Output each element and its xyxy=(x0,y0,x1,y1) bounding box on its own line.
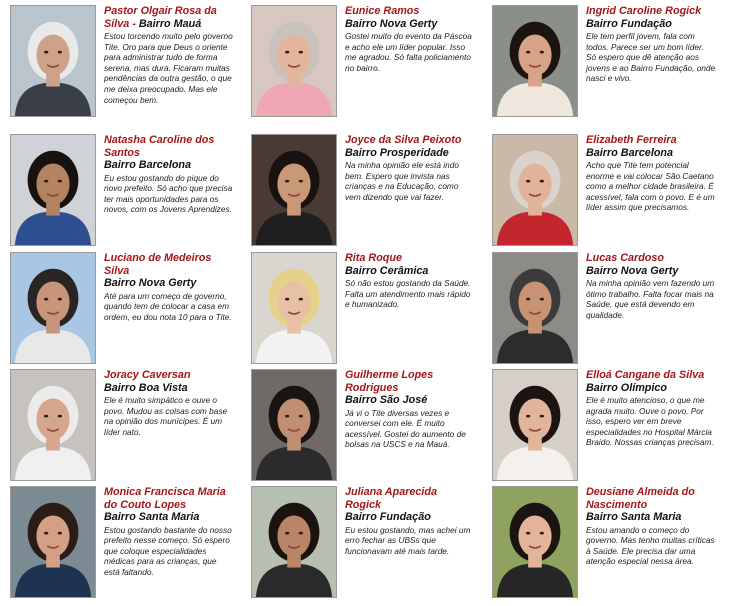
portrait-illustration xyxy=(493,370,577,480)
person-card xyxy=(0,134,240,248)
person-neighborhood: Bairro Prosperidade xyxy=(345,146,449,159)
eye-shape xyxy=(285,415,289,418)
portrait-photo xyxy=(10,369,96,481)
portrait-photo xyxy=(492,5,578,117)
person-neighborhood: Bairro Mauá xyxy=(138,17,202,30)
person-neighborhood: Bairro Nova Gerty xyxy=(104,277,197,289)
person-name: Joyce da Silva Peixoto xyxy=(345,134,462,146)
person-card xyxy=(482,134,722,248)
eye-shape xyxy=(540,180,544,183)
person-neighborhood: Bairro Nova Gerty xyxy=(345,17,438,30)
face-shape xyxy=(277,281,310,322)
portrait-photo xyxy=(251,134,337,246)
person-quote: Eu estou gostando, mas achei um erro fechar as UBSs que funcionavam até mais tarde. xyxy=(345,524,471,556)
person-neighborhood: Bairro Nova Gerty xyxy=(586,264,679,277)
person-card xyxy=(241,252,481,366)
eye-shape xyxy=(44,180,48,183)
person-name: Joracy Caversan xyxy=(104,369,191,381)
portrait-photo xyxy=(492,486,578,598)
eye-shape xyxy=(299,415,303,418)
face-shape xyxy=(36,34,69,75)
person-quote: Acho que Tite tem potencial enorme e vai colocar São Caetano como a melhor cidade brasileira. É acessível, fala com o povo. E é um líder assim que precisamos. xyxy=(586,160,715,213)
person-name: Pastor Olgair Rosa da Silva xyxy=(104,5,217,30)
person-card xyxy=(0,5,240,119)
portrait-illustration xyxy=(252,253,336,363)
person-neighborhood: Bairro Fundação xyxy=(345,511,431,523)
face-shape xyxy=(277,34,310,75)
person-name: Luciano de Medeiros Silva xyxy=(104,252,212,277)
eye-shape xyxy=(526,51,530,54)
eye-shape xyxy=(285,298,289,301)
eye-shape xyxy=(58,532,62,535)
portrait-illustration xyxy=(252,135,336,245)
person-name: Monica Francisca Maria do Couto Lopes xyxy=(104,486,226,511)
portrait-photo xyxy=(251,486,337,598)
person-quote: Estou gostando bastante do nosso prefeito nesse começo. Só espero que coloque especialidades médicas para as crianças, que está faltando. xyxy=(104,524,232,577)
portrait-illustration xyxy=(11,6,95,116)
portrait-photo xyxy=(251,5,337,117)
eye-shape xyxy=(44,532,48,535)
person-quote: Já vi o Tite diversas vezes e conversei com ele. É muito acessível. Gostei do aumento de bolsas na USCS e na Mauá. xyxy=(345,407,466,450)
eye-shape xyxy=(58,298,62,301)
eye-shape xyxy=(58,415,62,418)
eye-shape xyxy=(58,180,62,183)
person-card xyxy=(241,369,481,483)
eye-shape xyxy=(299,298,303,301)
person-quote: Estou torcendo muito pelo governo Tite. Oro para que Deus o oriente para administrar tudo de forma serena, mas dura. Ficaram muitas pendências da outra gestão, o que me deixa preocupado. Mas ele começou bem. xyxy=(104,31,233,105)
portrait-photo xyxy=(492,369,578,481)
face-shape xyxy=(277,398,310,439)
person-name: Elizabeth Ferreira xyxy=(586,134,677,146)
eye-shape xyxy=(526,415,530,418)
person-quote: Na minha opinião ele está indo bem. Espero que invista nas crianças e na Educação, como vem dizendo que vai fazer. xyxy=(345,160,459,202)
eye-shape xyxy=(285,532,289,535)
face-shape xyxy=(518,398,551,439)
person-card xyxy=(241,486,481,600)
eye-shape xyxy=(285,51,289,54)
person-name: Juliana Aparecida Rogick xyxy=(345,486,438,511)
eye-shape xyxy=(44,51,48,54)
portrait-photo xyxy=(10,486,96,598)
person-card xyxy=(482,252,722,366)
portrait-illustration xyxy=(252,487,336,597)
person-neighborhood: Bairro Barcelona xyxy=(586,146,674,159)
portrait-illustration xyxy=(11,253,95,363)
portrait-photo xyxy=(492,252,578,364)
person-neighborhood: Bairro Cerâmica xyxy=(345,264,429,277)
eye-shape xyxy=(540,532,544,535)
person-quote: Até para um começo de governo, quando tem de colocar a casa em ordem, eu dou nota 10 para o Tite. xyxy=(104,290,232,322)
face-shape xyxy=(36,398,69,439)
face-shape xyxy=(277,163,310,204)
person-name: Deusiane Almeida do Nascimento xyxy=(586,486,695,511)
person-card xyxy=(0,369,240,483)
eye-shape xyxy=(299,532,303,535)
face-shape xyxy=(518,34,551,75)
person-neighborhood: Bairro Barcelona xyxy=(104,159,192,171)
eye-shape xyxy=(540,51,544,54)
person-name: Lucas Cardoso xyxy=(586,252,664,264)
portrait-illustration xyxy=(11,487,95,597)
eye-shape xyxy=(526,532,530,535)
person-neighborhood: Bairro Boa Vista xyxy=(104,381,188,394)
portrait-photo xyxy=(10,252,96,364)
person-card xyxy=(241,5,481,119)
face-shape xyxy=(277,515,310,556)
person-card xyxy=(482,486,722,600)
person-name: Guilherme Lopes Rodrigues xyxy=(345,369,434,394)
person-quote: Ele é muito atencioso, o que me agrada muito. Ouve o povo. Por isso, espero ver em breve especialidades no Hospital Márcia Braido. Nossas crianças precisam. xyxy=(586,395,714,448)
portrait-illustration xyxy=(493,135,577,245)
person-card xyxy=(482,369,722,483)
portrait-illustration xyxy=(252,370,336,480)
face-shape xyxy=(518,515,551,556)
portrait-photo xyxy=(10,134,96,246)
person-neighborhood: Bairro Fundação xyxy=(586,17,672,30)
person-neighborhood: Bairro Santa Maria xyxy=(104,511,200,523)
portrait-illustration xyxy=(252,6,336,116)
name-separator: - xyxy=(129,17,139,30)
eye-shape xyxy=(285,180,289,183)
portrait-photo xyxy=(251,252,337,364)
person-quote: Só não estou gostando da Saúde. Falta um atendimento mais rápido e humanizado. xyxy=(345,278,471,310)
person-neighborhood: Bairro Santa Maria xyxy=(586,511,682,523)
person-card xyxy=(241,134,481,248)
person-quote: Eu estou gostando do pique do novo prefeito. Só acho que precisa ter mais oportunidades para os novos, com os Jovens Aprendizes. xyxy=(104,172,233,215)
portrait-illustration xyxy=(493,487,577,597)
portrait-illustration xyxy=(493,6,577,116)
eye-shape xyxy=(526,298,530,301)
person-card xyxy=(0,486,240,600)
face-shape xyxy=(36,515,69,556)
face-shape xyxy=(518,163,551,204)
face-shape xyxy=(518,281,551,322)
portrait-illustration xyxy=(493,253,577,363)
eye-shape xyxy=(299,180,303,183)
person-quote: Ele tem perfil jovem, fala com todos. Parece ser um bom líder. Só espero que dê atenção aos jovens e ao Bairro Fundação, onde nasci e vivo. xyxy=(586,31,716,84)
eye-shape xyxy=(44,415,48,418)
person-neighborhood: Bairro Olímpico xyxy=(586,381,667,394)
face-shape xyxy=(36,281,69,322)
eye-shape xyxy=(299,51,303,54)
eye-shape xyxy=(44,298,48,301)
person-card xyxy=(0,252,240,366)
portrait-illustration xyxy=(11,135,95,245)
eye-shape xyxy=(540,298,544,301)
person-name: Ingrid Caroline Rogick xyxy=(586,5,702,17)
person-name: Rita Roque xyxy=(345,252,402,264)
eye-shape xyxy=(540,415,544,418)
person-quote: Na minha opinião vem fazendo um ótimo trabalho. Falta focar mais na Saúde, que está devendo em qualidade. xyxy=(586,278,715,320)
person-name: Eunice Ramos xyxy=(345,5,420,17)
person-quote: Ele é muito simpático e ouve o povo. Mudou as coisas com base na opinião dos munícipes. É um líder nato. xyxy=(104,395,228,437)
eye-shape xyxy=(58,51,62,54)
person-neighborhood: Bairro São José xyxy=(345,394,428,406)
portrait-photo xyxy=(251,369,337,481)
eye-shape xyxy=(526,180,530,183)
person-name: Elloá Cangane da Silva xyxy=(586,369,705,381)
portrait-photo xyxy=(10,5,96,117)
person-card xyxy=(482,5,722,119)
person-name: Natasha Caroline dos Santos xyxy=(104,134,215,159)
portrait-illustration xyxy=(11,370,95,480)
person-quote: Estou amando o começo do governo. Mas tenho muitas críticas à Saúde. Ele precisa dar uma atenção especial nessa área. xyxy=(586,524,715,567)
portrait-photo xyxy=(492,134,578,246)
person-quote: Gostei muito do evento da Páscoa e acho ele um líder popular. Isso me agradou. Só falta policiamento no bairro. xyxy=(345,31,472,73)
face-shape xyxy=(36,163,69,204)
